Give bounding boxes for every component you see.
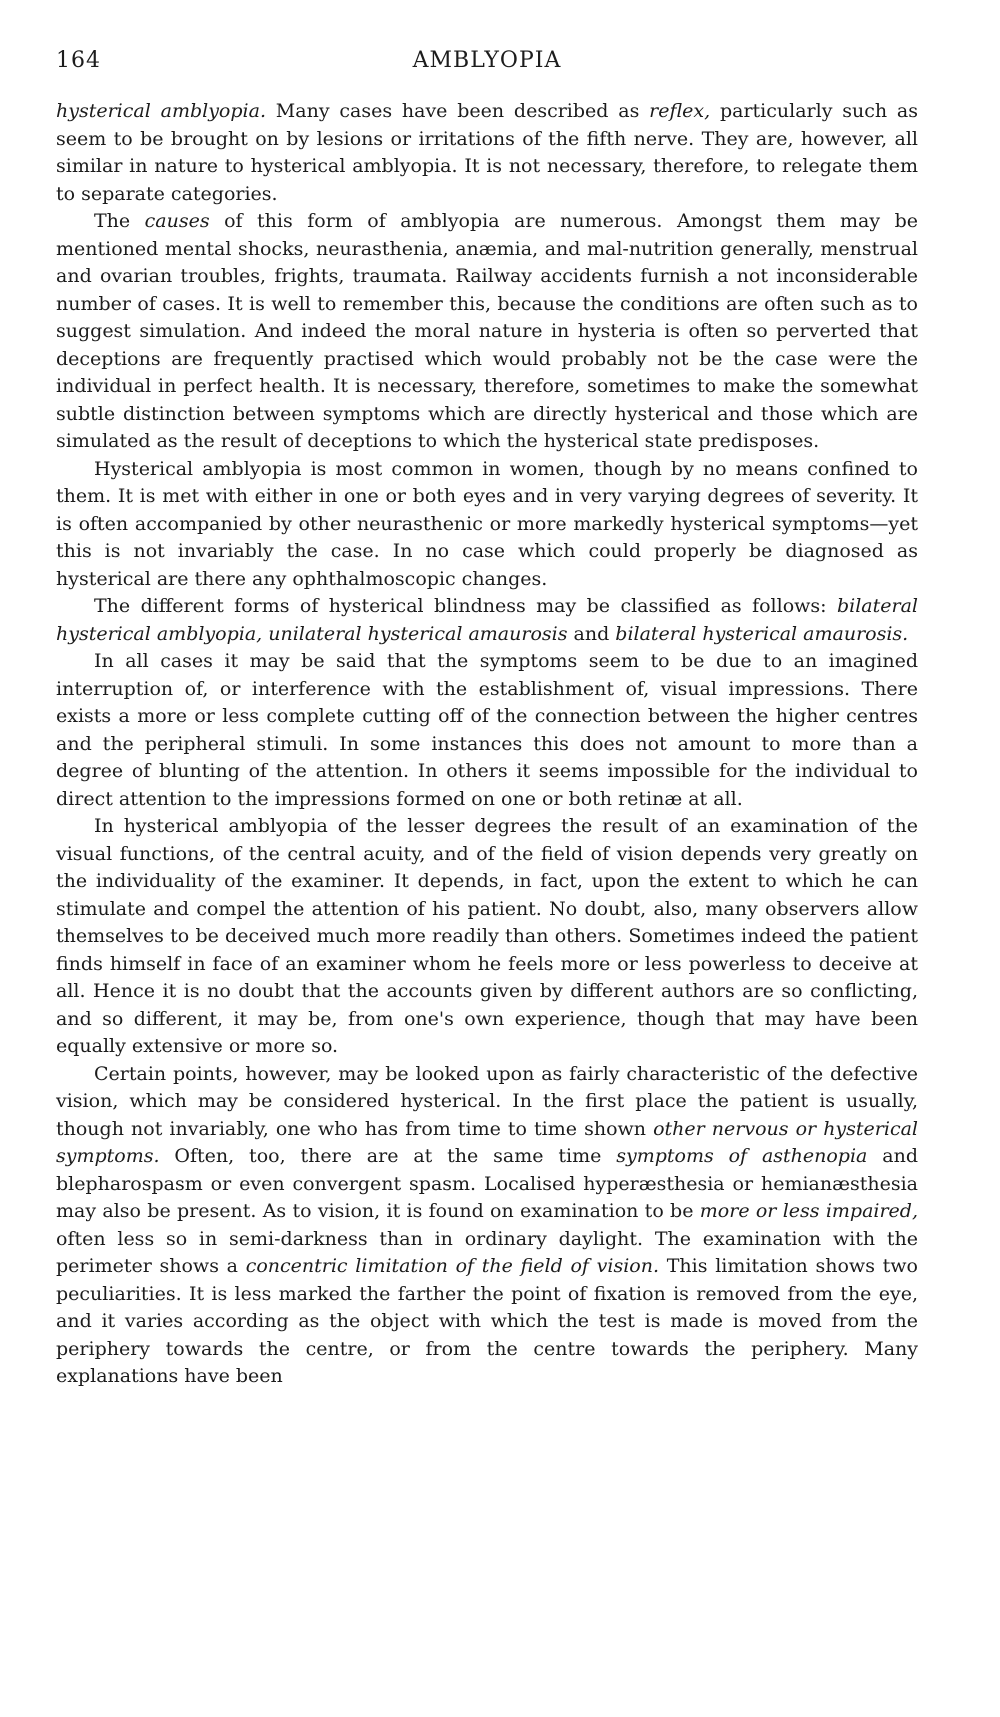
italic-text: other nervous or hysterical symptoms.: [56, 1117, 918, 1167]
text-run: In all cases it may be said that the symptoms seem to be due to an imagined interruption of, or interference with the establishment of, visual impressions. There exists a more or less complete cutting off of the connection between the higher centres and the peripheral stimuli. In some instances this does not amount to more than a degree of blunting of the attention. In others it seems impossible for the individual to direct attention to the impressions formed on one or both retinæ at all.: [56, 650, 918, 810]
paragraph: [56, 1061, 918, 1391]
paragraph: [56, 593, 918, 648]
italic-text: bilateral hysterical amaurosis.: [615, 622, 909, 645]
text-run: particularly such as seem to be brought on by lesions or irritations of the fifth nerve. They are, however, all similar in nature to hysterical amblyopia. It is not necessary, therefore, to relegate them to separate categories.: [56, 100, 918, 205]
text-run: In hysterical amblyopia of the lesser degrees the result of an examination of the visual functions, of the central acuity, and of the field of vision depends very greatly on the individuality of the examiner. It depends, in fact, upon the extent to which he can stimulate and compel the attention of his patient. No doubt, also, many observers allow themselves to be deceived much more readily than others. Sometimes indeed the patient finds himself in face of an examiner whom he feels more or less powerless to deceive at all. Hence it is no doubt that the accounts given by different authors are so conflicting, and so different, it may be, from one's own experience, though that may have been equally extensive or more so.: [56, 815, 918, 1057]
text-run: This limitation shows two peculiarities. It is less marked the farther the point of fixation is removed from the eye, and it varies according as the object with which the test is made is moved from the periphery towards the centre, or from the centre towards the periphery. Many explanations have been: [56, 1255, 918, 1387]
italic-text: reflex,: [649, 100, 711, 122]
italic-text: symptoms of asthenopia: [616, 1145, 868, 1167]
text-run: Many cases have been described as: [265, 100, 650, 122]
paragraph: [56, 208, 918, 456]
text-run: Hysterical amblyopia is most common in women, though by no means confined to them. It is met with either in one or both eyes and in very varying degrees of severity. It is often accompanied by other neurasthenic or more markedly hysterical symptoms—yet this is not invariably the case. In no case which could properly be diagnosed as hysterical are there any ophthalmoscopic changes.: [56, 457, 918, 590]
italic-text: more or less impaired,: [699, 1200, 919, 1222]
italic-text: concentric limitation of the field of vision.: [245, 1255, 660, 1277]
text-run: The different forms of hysterical blindness may be classified as follows:: [94, 595, 837, 617]
text-run: The: [94, 210, 145, 232]
italic-text: hysterical amblyopia.: [56, 100, 266, 122]
italic-text: causes: [144, 210, 210, 232]
running-head: [56, 40, 918, 76]
paragraph: [56, 456, 918, 594]
text-run: Certain points, however, may be looked upon as fairly characteristic of the defective vision, which may be considered hysterical. In the first place the patient is usually, though not invariably, one who has from time to time shown: [56, 1062, 918, 1140]
page-number: 164: [56, 48, 101, 73]
text-run: and: [567, 622, 616, 645]
book-page: [56, 40, 918, 1391]
italic-text: bilateral hysterical amblyopia, unilateral hysterical amaurosis: [56, 595, 918, 645]
running-title: AMBLYOPIA: [412, 48, 562, 73]
paragraph: [56, 813, 918, 1061]
text-run: and blepharospasm or even convergent spasm. Localised hyperæsthesia or hemianæsthesia may also be present. As to vision, it is found on examination to be: [56, 1145, 918, 1222]
text-run: Often, too, there are at the same time: [159, 1145, 617, 1167]
text-run: often less so in semi-darkness than in ordinary daylight. The examination with the perimeter shows a: [56, 1227, 918, 1277]
paragraph: [56, 98, 918, 208]
paragraph: [56, 648, 918, 813]
body-text: [56, 98, 918, 1391]
text-run: of this form of amblyopia are numerous. Amongst them may be mentioned mental shocks, neurasthenia, anæmia, and mal-nutrition generally, menstrual and ovarian troubles, frights, traumata. Railway accidents furnish a not inconsiderable number of cases. It is well to remember this, because the conditions are often such as to suggest simulation. And indeed the moral nature in hysteria is often so perverted that deceptions are frequently practised which would probably not be the case were the individual in perfect health. It is necessary, therefore, sometimes to make the somewhat subtle distinction between symptoms which are directly hysterical and those which are simulated as the result of deceptions to which the hysterical state predisposes.: [56, 210, 918, 452]
